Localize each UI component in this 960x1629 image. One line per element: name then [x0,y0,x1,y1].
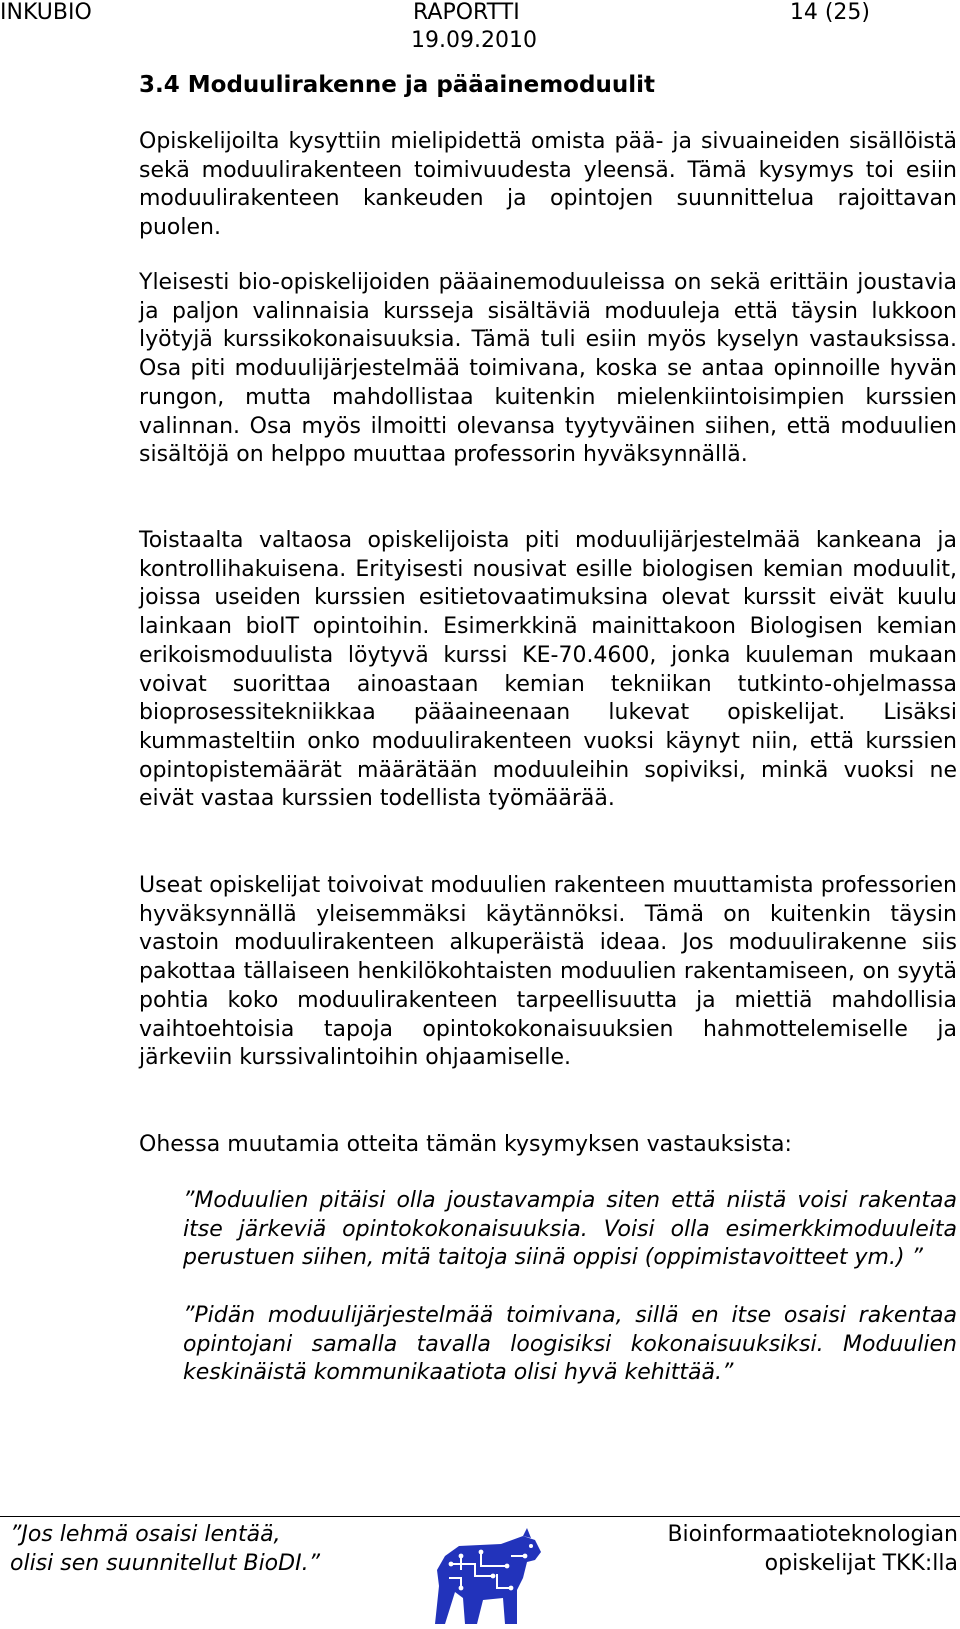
paragraph: Ohessa muutamia otteita tämän kysymyksen vastauksista: [139,1132,792,1157]
footer-motto-line2: olisi sen suunnitellut BioDI.” [10,1550,320,1576]
footer-divider [0,1516,960,1517]
footer-motto-line1: ”Jos lehmä osaisi lentää, [10,1522,281,1547]
header-doc-type: RAPORTTI [413,0,520,25]
quote: ”Pidän moduulijärjestelmää toimivana, sillä en itse osaisi rakentaa opintojani samalla tavalla loogisiksi kokonaisuuksiksi. Moduulien keskinäistä kommunikaatiota olisi hyvä kehittää.” [183,1303,957,1386]
paragraph: Toistaalta valtaosa opiskelijoista piti moduulijärjestelmää kankeana ja kontrollihakuisena. Erityisesti nousivat esille biologisen kemian moduulit, joissa useiden kurssien esitietovaatimuksina olevat kurssit eivät kuulu lainkaan bioIT opintoihin. Esimerkkinä mainittakoon Biologisen kemian erikoismoduulista löytyvä kurssi KE-70.4600, jonka kuuleman mukaan voivat suorittaa ainoastaan kemian tekniikan tutkinto-ohjelmassa bioprosessitekniikkaa pääaineenaan lukevat opiskelijat. Lisäksi kummasteltiin onko moduulirakenteen vuoksi käynyt niin, että kurssien opintopistemäärät määrätään moduuleihin sopiviksi, minkä vuoksi ne eivät vastaa kurssien todellista työmäärää. [139,528,957,812]
footer-signature-line1: Bioinformaatioteknologian [667,1522,958,1547]
header-page-number: 14 (25) [789,0,870,25]
quote: ”Moduulien pitäisi olla joustavampia siten että niistä voisi rakentaa itse järkeviä opintokokonaisuuksia. Voisi olla esimerkkimoduuleita perustuen siihen, mitä taitoja siinä oppisi (oppimistavoitteet ym.) ” [183,1188,957,1271]
paragraph: Opiskelijoilta kysyttiin mielipidettä omista pää- ja sivuaineiden sisällöistä sekä moduulirakenteen toimivuudesta yleensä. Tämä kysymys toi esiin moduulirakenteen kankeuden ja opintojen suunnittelua rajoittavan puolen. [139,129,957,241]
section-heading: 3.4 Moduulirakenne ja pääainemoduulit [139,72,655,98]
footer-motto [10,1521,320,1578]
circuit-cow-logo-icon [431,1526,545,1629]
footer-signature-line2: opiskelijat TKK:lla [764,1550,958,1576]
paragraph: Yleisesti bio-opiskelijoiden pääainemoduuleissa on sekä erittäin joustavia ja paljon valinnaisia kursseja sisältäviä moduuleja että täysin lukkoon lyötyjä kurssikokonaisuuksia. Tämä tuli esiin myös kyselyn vastauksissa. Osa piti moduulijärjestelmää toimivana, koska se antaa opinnoille hyvän rungon, mutta mahdollistaa kuitenkin mielenkiintoisimpien kurssien valinnan. Osa myös ilmoitti olevansa tyytyväinen siihen, että moduulien sisältöjä on helppo muuttaa professorin hyväksynnällä. [139,270,957,468]
header-org: INKUBIO [0,0,92,25]
footer-signature [667,1521,958,1578]
paragraph: Useat opiskelijat toivoivat moduulien rakenteen muuttamista professorien hyväksynnällä yleisemmäksi käytännöksi. Tämä on kuitenkin täysin vastoin moduulirakenteen alkuperäistä ideaa. Jos moduulirakenne siis pakottaa tällaiseen henkilökohtaisten moduulien rakentamiseen, on syytä pohtia koko moduulirakenteen tarpeellisuutta ja miettiä mahdollisia vaihtoehtoisia tapoja opintokokonaisuuksien hahmottelemiselle ja järkeviin kurssivalintoihin ohjaamiselle. [139,873,957,1071]
header-date: 19.09.2010 [411,28,537,53]
